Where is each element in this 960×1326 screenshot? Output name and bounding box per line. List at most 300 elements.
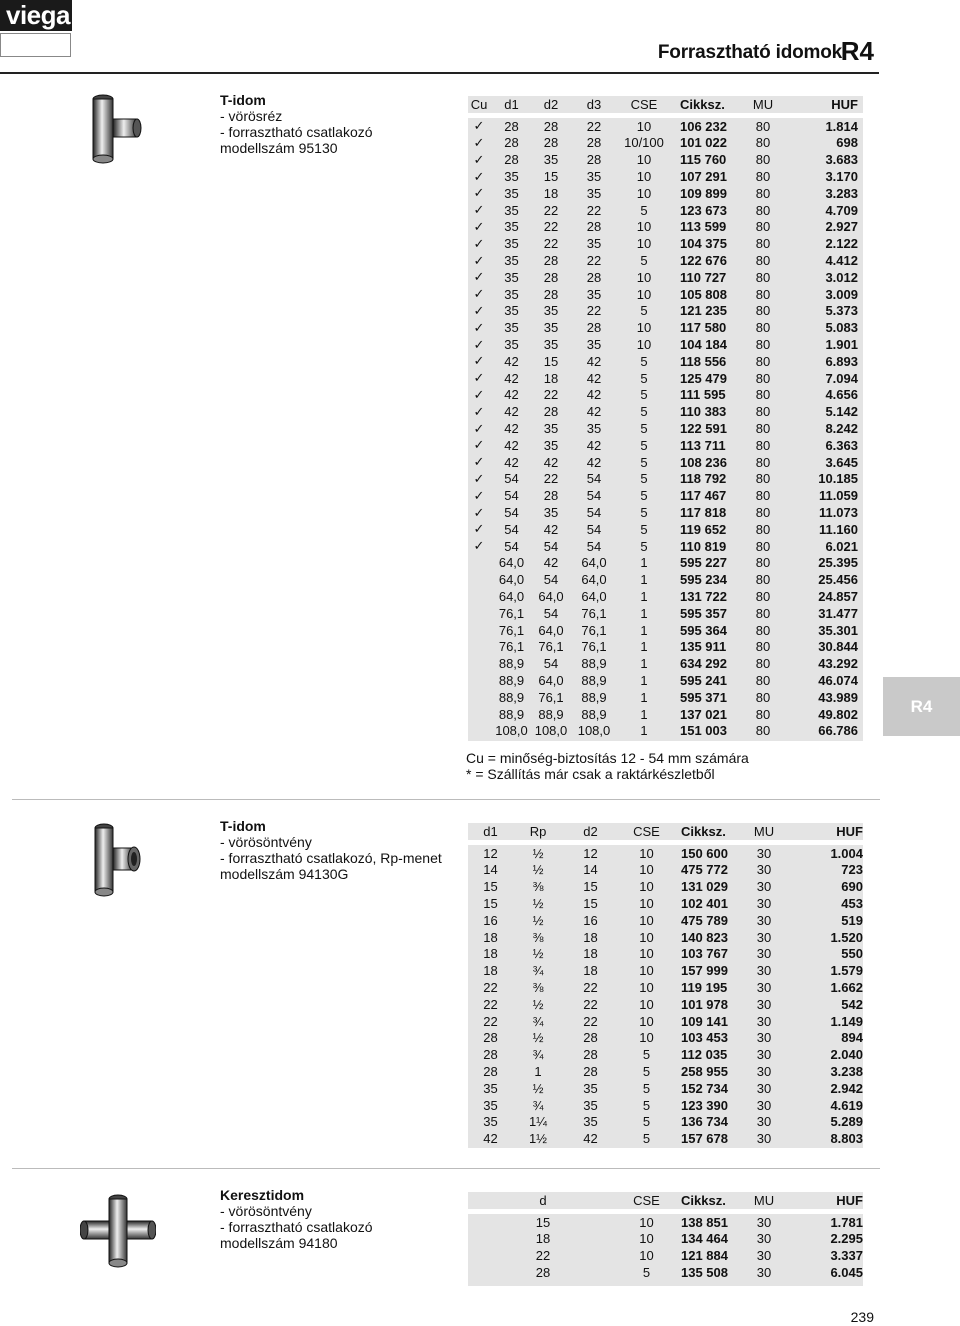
table-cell: 76,1 <box>538 639 564 655</box>
table-cell: 10 <box>636 185 652 201</box>
table-cell <box>463 655 495 672</box>
table-row <box>468 912 863 929</box>
table-cell: 111 595 <box>680 387 726 403</box>
table-cell: 5 <box>640 488 648 504</box>
table-cell: 6.363 <box>825 437 858 453</box>
table-cell: 42 <box>586 387 602 403</box>
table-cell: ¾ <box>532 1047 544 1063</box>
table-row <box>463 168 858 185</box>
table-cell: 80 <box>755 202 771 218</box>
table-cell: 28 <box>543 404 559 420</box>
table-cell: ✓ <box>473 403 485 419</box>
table-cell: 64,0 <box>498 572 525 588</box>
table-cell: 108 236 <box>680 454 727 470</box>
table-cell: 28 <box>543 253 559 269</box>
table-cell: 1 <box>640 555 648 571</box>
table-cell: 76,1 <box>538 689 564 705</box>
table-cell: 80 <box>755 320 771 336</box>
table-cell: 1.579 <box>830 963 863 979</box>
table-cell: 3.238 <box>830 1064 863 1080</box>
table-cell: 88,9 <box>581 706 607 722</box>
table-cell: 80 <box>755 454 771 470</box>
table-row <box>468 946 863 963</box>
table-row <box>468 878 863 895</box>
table-cell: ✓ <box>473 504 485 520</box>
table-cell: 35 <box>543 437 559 453</box>
table-cell: 35 <box>543 337 559 353</box>
table-cell: 18 <box>543 370 559 386</box>
table-cell: 103 767 <box>681 946 728 962</box>
table-cell: 35 <box>586 236 602 252</box>
col-header-rp: Rp <box>529 823 547 839</box>
table-cell: 88,9 <box>498 656 525 672</box>
table-cell: 122 676 <box>680 253 727 269</box>
t-fitting-copper-image <box>88 93 146 165</box>
table-cell: 10 <box>639 879 654 895</box>
table-cell: 18 <box>483 946 498 962</box>
table-cell: ✓ <box>473 218 485 234</box>
table-row <box>463 370 858 387</box>
table-cell: 5 <box>640 505 648 521</box>
table-cell: 64,0 <box>538 672 564 688</box>
table-cell: 110 819 <box>680 538 727 554</box>
table-cell: 80 <box>755 370 771 386</box>
table-cell: ✓ <box>473 168 485 184</box>
col-header-d3: d3 <box>586 96 602 112</box>
table-cell: 42 <box>586 353 602 369</box>
table-cell: 10 <box>636 152 652 168</box>
table-cell: 54 <box>586 488 602 504</box>
table-cell: 64,0 <box>498 589 525 604</box>
table-cell: 119 652 <box>680 521 727 537</box>
table-cell: 3.645 <box>825 454 858 470</box>
table-row <box>463 605 858 622</box>
table-row <box>463 571 858 588</box>
table-cell: 595 234 <box>680 572 727 588</box>
table-cell: 18 <box>483 963 498 979</box>
table-cell: ✓ <box>473 235 485 251</box>
table-cell: 31.477 <box>818 605 858 621</box>
table-cell: 15 <box>543 169 559 185</box>
table-cell: 80 <box>755 236 771 252</box>
table-cell: 54 <box>504 505 519 521</box>
table-cell: 35 <box>504 169 519 185</box>
table-cell: 140 823 <box>681 929 728 945</box>
table-cell: 64,0 <box>498 555 525 571</box>
table-cell: ✓ <box>473 470 485 486</box>
header-rule <box>0 72 879 74</box>
table-cell: 22 <box>586 303 602 319</box>
table-cell: 118 556 <box>680 353 727 369</box>
table-cell: 123 390 <box>681 1097 728 1113</box>
table-cell: 76,1 <box>581 639 607 655</box>
table-cell: 2.295 <box>830 1231 863 1247</box>
table-cell: 64,0 <box>581 555 607 571</box>
table-cell <box>463 622 495 639</box>
table-cell: 113 711 <box>680 437 726 453</box>
table-cell: 5 <box>640 421 648 437</box>
table-cell: 10 <box>636 118 652 134</box>
table-row <box>463 706 858 723</box>
table-cell: 54 <box>586 505 602 521</box>
table-cell: 3.012 <box>825 269 858 285</box>
separator-2 <box>12 1168 880 1169</box>
table-cell: 76,1 <box>581 605 607 621</box>
table-cell: 42 <box>586 454 602 470</box>
table-cell: 1 <box>640 622 648 638</box>
table-cell: 30 <box>756 1265 772 1281</box>
table-cell: 30 <box>756 1013 772 1029</box>
table-cell: 107 291 <box>680 169 727 185</box>
page-title: Forrasztható idomok <box>657 42 842 63</box>
table-row <box>463 454 858 471</box>
table-cell: 10 <box>639 1030 654 1046</box>
table-cell: 30 <box>756 980 772 996</box>
table-cell: 1 <box>640 656 648 672</box>
table-cell: 35.301 <box>818 622 858 638</box>
table-cell: 22 <box>483 996 498 1012</box>
table-cell: 54 <box>504 471 519 487</box>
table-cell: 30 <box>756 912 772 928</box>
table-cell: ½ <box>532 996 544 1012</box>
table-cell: 4.656 <box>825 387 858 403</box>
table-cell: 519 <box>841 912 863 928</box>
table-cell: 108,0 <box>534 723 568 739</box>
table-cell: 108,0 <box>577 723 611 739</box>
table-cell: ⅜ <box>532 879 544 895</box>
table-cell: 1 <box>534 1064 542 1080</box>
table-cell: 28 <box>586 269 602 285</box>
table-cell: 30 <box>756 1047 772 1063</box>
table-cell: 18 <box>535 1231 551 1247</box>
table-cell: 30 <box>756 1114 772 1130</box>
table-cell: 5 <box>640 437 648 453</box>
table-cell: 2.927 <box>825 219 858 235</box>
table-cell: 88,9 <box>498 689 525 705</box>
table-cell: 11.160 <box>818 521 858 537</box>
table-header-row <box>463 96 858 113</box>
table-cell: 11.073 <box>818 505 858 521</box>
table-row <box>463 655 858 672</box>
table-cell: 30 <box>756 1214 772 1230</box>
col-header-mu: MU <box>753 1192 775 1208</box>
table-cell: 5 <box>642 1080 651 1096</box>
table-cell: 475 772 <box>681 862 728 878</box>
table-cell: 542 <box>841 996 863 1012</box>
table-cell: 117 467 <box>680 488 727 504</box>
table-cell: 35 <box>504 236 519 252</box>
table-cell: ¾ <box>532 963 544 979</box>
note-cu: Cu = minőség-biztosítás 12 - 54 mm számára <box>466 750 749 766</box>
table-cell: 115 760 <box>680 152 727 168</box>
table-cell: 30 <box>756 929 772 945</box>
table-cell: 10 <box>639 946 654 962</box>
table-row <box>463 487 858 504</box>
table-cell: 64,0 <box>538 589 564 604</box>
table-cell: 14 <box>583 862 598 878</box>
table-cell: 54 <box>543 572 559 588</box>
section3-line-2: - forrasztható csatlakozó <box>220 1219 373 1235</box>
table-cell: 595 227 <box>680 555 727 571</box>
table-cell: 54 <box>504 488 519 504</box>
table-cell: 35 <box>504 286 519 302</box>
table-cell: 5 <box>642 1131 651 1147</box>
table-cell: 5 <box>640 521 648 537</box>
table-cell: 15 <box>583 896 598 912</box>
table-cell: ½ <box>532 946 544 962</box>
table-cell: 28 <box>483 1030 498 1046</box>
table-cell: 5 <box>640 253 648 269</box>
table-cell: 110 383 <box>680 404 727 420</box>
table-cell: 30 <box>756 1231 772 1247</box>
table-cell: 134 464 <box>681 1231 728 1247</box>
table-cell: 28 <box>543 269 559 285</box>
table-cell: 22 <box>586 253 602 269</box>
section1-line-1: - vörösréz <box>220 108 283 124</box>
table-row <box>468 1013 863 1030</box>
table-cell: 35 <box>586 169 602 185</box>
section3-model: modellszám 94180 <box>220 1235 338 1251</box>
table-cell: 28 <box>543 118 559 134</box>
table-cell: 3.009 <box>825 286 858 302</box>
table-cell: 634 292 <box>680 656 727 672</box>
col-header-d1: d1 <box>504 96 519 112</box>
table-cell: 28 <box>504 135 519 151</box>
table-cell: 6.045 <box>830 1265 863 1281</box>
table-cell: 54 <box>504 538 519 554</box>
table-cell: 125 479 <box>680 370 727 386</box>
table-cell: ✓ <box>473 521 485 537</box>
table-cell: 10 <box>639 1248 654 1264</box>
table-cell: ✓ <box>473 252 485 268</box>
table-row <box>463 185 858 202</box>
section1-title: T-idom <box>220 92 266 108</box>
table-cell: 54 <box>543 656 559 672</box>
table-cell: 76,1 <box>498 605 525 621</box>
table-cell: 108,0 <box>495 723 528 739</box>
table-cell: 475 789 <box>681 912 728 928</box>
table-cell: ✓ <box>473 336 485 352</box>
table-cell: 10 <box>636 320 652 336</box>
table-cell: 1.520 <box>830 929 863 945</box>
table-cell: 88,9 <box>538 706 564 722</box>
table-cell: 157 678 <box>681 1131 728 1147</box>
table-cell: 131 029 <box>681 879 728 895</box>
table-cell: ✓ <box>473 487 485 503</box>
table-cell: 102 401 <box>681 896 728 912</box>
table-cell: 80 <box>755 387 771 403</box>
table-cell: 1 <box>640 672 648 688</box>
table-cell: 42 <box>504 353 519 369</box>
table-row <box>463 303 858 320</box>
table-cell: 80 <box>755 169 771 185</box>
table-cell: 690 <box>841 879 863 895</box>
table-cell: 30 <box>756 1030 772 1046</box>
table-cell: 894 <box>841 1030 863 1046</box>
table-header-row <box>468 1192 863 1209</box>
table-row <box>468 1247 863 1264</box>
table-row <box>468 962 863 979</box>
table-cell: 11.059 <box>818 488 858 504</box>
table-cell: 76,1 <box>581 622 607 638</box>
table-cell: ✓ <box>473 437 485 453</box>
table-cell: ½ <box>532 1080 544 1096</box>
table-row <box>463 722 858 739</box>
section1-model: modellszám 95130 <box>220 140 338 156</box>
section3-description <box>220 1187 373 1251</box>
table-cell: 28 <box>543 488 559 504</box>
table-cell: 10 <box>639 862 654 878</box>
table-cell: 80 <box>755 337 771 353</box>
page-number: 239 <box>850 1309 874 1325</box>
table-cell: 8.803 <box>830 1131 863 1147</box>
table-cell <box>463 571 495 588</box>
section3-line-1: - vörösöntvény <box>220 1203 312 1219</box>
table-cell <box>463 722 495 739</box>
table-cell: 30 <box>756 862 772 878</box>
table-cell: 30 <box>756 879 772 895</box>
table-cell: 80 <box>755 152 771 168</box>
table-cell: 10.185 <box>818 471 858 487</box>
table-cell: 35 <box>543 320 559 336</box>
section2-title: T-idom <box>220 818 266 834</box>
table-94130g <box>468 823 863 1147</box>
table-cell: 80 <box>755 471 771 487</box>
table-cell: 595 357 <box>680 605 727 621</box>
col-header-huf: HUF <box>836 1192 863 1208</box>
table-cell: 12 <box>483 845 498 861</box>
table-cell <box>463 689 495 706</box>
table-cell: 1.814 <box>825 118 858 134</box>
table-row <box>468 895 863 912</box>
table-cell: 5 <box>640 454 648 470</box>
table-cell: 42 <box>504 454 519 470</box>
table-cell: 1.662 <box>830 980 863 996</box>
table-cell: 80 <box>755 488 771 504</box>
table-row <box>468 1046 863 1063</box>
table-cell: 88,9 <box>498 672 525 688</box>
table-row <box>463 336 858 353</box>
table-cell: 35 <box>583 1114 598 1130</box>
table-cell: ✓ <box>473 302 485 318</box>
col-header-d: d <box>539 1192 547 1208</box>
table-cell <box>463 639 495 656</box>
table-cell: 80 <box>755 639 771 655</box>
table-cell: 35 <box>586 185 602 201</box>
table-cell: 35 <box>583 1080 598 1096</box>
section2-model: modellszám 94130G <box>220 866 349 882</box>
table-cell: 28 <box>535 1265 551 1281</box>
table-cell: 80 <box>755 404 771 420</box>
table-cell: 4.412 <box>825 253 858 269</box>
table-cell: 30 <box>756 845 772 861</box>
table-cell: 66.786 <box>818 723 858 739</box>
table-cell: 595 364 <box>680 622 727 638</box>
table-row <box>463 538 858 555</box>
table-cell: 1½ <box>528 1131 548 1147</box>
table-row <box>468 929 863 946</box>
table-cell: 42 <box>543 521 559 537</box>
col-header-cse: CSE <box>633 1192 660 1208</box>
section-code: R4 <box>840 36 874 66</box>
table-cell: ½ <box>532 845 544 861</box>
table-cell: 1 <box>640 589 648 604</box>
table-cell: 3.170 <box>825 169 858 185</box>
table-cell: 30 <box>756 896 772 912</box>
table-cell: 1.004 <box>830 845 863 861</box>
table-cell: 10 <box>636 269 652 285</box>
table-cell: ✓ <box>473 134 485 150</box>
table-cell: 18 <box>583 929 598 945</box>
table-cell: 18 <box>483 929 498 945</box>
table-cell: 49.802 <box>818 706 858 722</box>
table-cell: 80 <box>755 219 771 235</box>
table-cell: 35 <box>483 1080 498 1096</box>
table-cell: 7.094 <box>825 370 858 386</box>
table-cell: 10 <box>639 963 654 979</box>
table-cell: ½ <box>532 896 544 912</box>
table-cell: 54 <box>543 538 559 554</box>
table-cell: 25.395 <box>818 555 858 571</box>
table-cell: 5.373 <box>825 303 858 319</box>
table-cell: 22 <box>586 118 602 134</box>
t-fitting-rp-thread-image <box>90 822 148 898</box>
table-cell: 30.844 <box>818 639 858 655</box>
table-cell <box>463 588 495 605</box>
table-cell: 35 <box>504 269 519 285</box>
table-cell: 103 453 <box>681 1030 728 1046</box>
table-cell: 550 <box>841 946 863 962</box>
table-cell: 22 <box>583 1013 598 1029</box>
table-cell: 453 <box>841 896 863 912</box>
table-cell: 137 021 <box>680 706 727 722</box>
table-row <box>468 1231 863 1248</box>
table-cell <box>463 706 495 723</box>
table-cell: 16 <box>483 912 498 928</box>
table-cell: 2.942 <box>830 1080 863 1096</box>
table-cell: 42 <box>504 370 519 386</box>
table-cell: 10 <box>639 845 654 861</box>
table-cell: 14 <box>483 862 498 878</box>
table-cell: 138 851 <box>681 1214 728 1230</box>
table-cell: 15 <box>583 879 598 895</box>
table-cell: 5 <box>642 1047 651 1063</box>
table-cell: 35 <box>586 421 602 437</box>
table-row <box>468 996 863 1013</box>
table-cell: 5 <box>640 538 648 554</box>
table-cell: 35 <box>583 1097 598 1113</box>
table-row <box>463 286 858 303</box>
table-cell <box>463 672 495 689</box>
table-cell: 42 <box>543 454 559 470</box>
table-cell: 80 <box>755 421 771 437</box>
table-row <box>468 862 863 879</box>
table-row <box>463 471 858 488</box>
table-row <box>463 353 858 370</box>
table-cell: 25.456 <box>818 572 858 588</box>
table-cell: 43.989 <box>818 689 858 705</box>
table-cell: 54 <box>504 521 519 537</box>
table-cell: 42 <box>586 370 602 386</box>
col-header-cikksz: Cikksz. <box>681 823 726 839</box>
table-cell: 80 <box>755 269 771 285</box>
section1-line-2: - forrasztható csatlakozó <box>220 124 373 140</box>
table-cell: 135 508 <box>681 1265 728 1281</box>
table-cell: 80 <box>755 589 771 604</box>
table-row <box>463 387 858 404</box>
table-row <box>468 1130 863 1147</box>
table-cell: 35 <box>504 320 519 336</box>
